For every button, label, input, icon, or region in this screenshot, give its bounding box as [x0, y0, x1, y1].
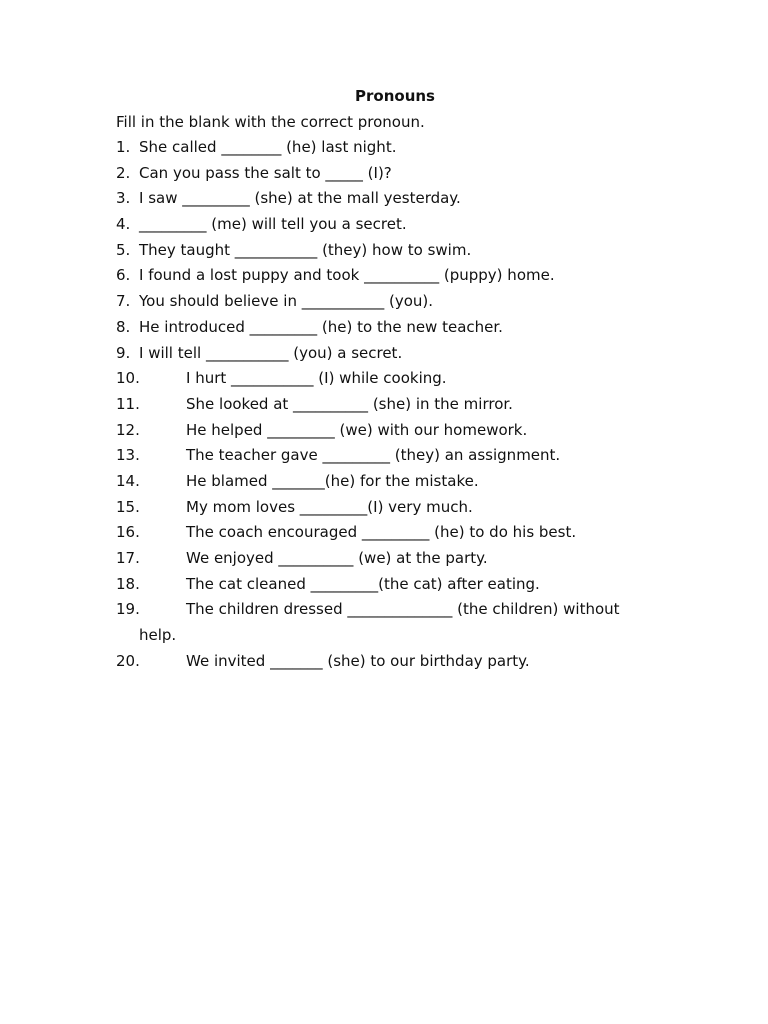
item-text: I found a lost puppy and took __________ (puppy) home.: [139, 266, 555, 285]
item-number: 10.: [116, 369, 140, 388]
item-number: 6.: [116, 266, 131, 285]
item-text: The teacher gave _________ (they) an assignment.: [186, 446, 561, 465]
list-item: [116, 471, 646, 497]
item-number: 16.: [116, 523, 140, 542]
item-text: They taught ___________ (they) how to swim.: [139, 240, 472, 259]
list-item: [116, 343, 646, 369]
list-item: [116, 368, 646, 394]
instructions: Fill in the blank with the correct pronoun.: [116, 113, 425, 131]
list-item: [116, 420, 646, 446]
item-number: 4.: [116, 215, 131, 234]
item-number: 5.: [116, 240, 131, 259]
item-text: I will tell ___________ (you) a secret.: [139, 343, 403, 362]
list-item: [116, 599, 646, 650]
list-item: [116, 137, 646, 163]
list-item: [116, 548, 646, 574]
list-item: [116, 522, 646, 548]
item-text: We invited _______ (she) to our birthday party.: [186, 651, 530, 670]
list-item: [116, 651, 646, 677]
page-title: Pronouns: [355, 87, 435, 105]
item-number: 12.: [116, 420, 140, 439]
item-text: The coach encouraged _________ (he) to do his best.: [186, 523, 577, 542]
item-number: 8.: [116, 317, 131, 336]
item-text: We enjoyed __________ (we) at the party.: [186, 549, 488, 567]
item-text: _________ (me) will tell you a secret.: [139, 215, 407, 234]
item-number: 15.: [116, 497, 140, 516]
list-item: [116, 188, 646, 214]
item-number: 20.: [116, 651, 140, 670]
item-number: 19.: [116, 600, 140, 619]
list-item: [116, 497, 646, 523]
list-item: [116, 214, 646, 240]
item-text: My mom loves _________(I) very much.: [186, 497, 473, 516]
item-text: She called ________ (he) last night.: [139, 138, 397, 156]
item-number: 3.: [116, 189, 131, 208]
list-item: [116, 291, 646, 317]
item-number: 17.: [116, 549, 140, 567]
list-item: [116, 240, 646, 266]
item-number: 9.: [116, 343, 131, 362]
list-item: [116, 163, 646, 189]
item-text: She looked at __________ (she) in the mirror.: [186, 394, 513, 413]
list-item: [116, 574, 646, 600]
item-text: The cat cleaned _________(the cat) after eating.: [186, 574, 540, 593]
item-number: 18.: [116, 574, 140, 593]
item-number: 13.: [116, 446, 140, 465]
list-item: [116, 317, 646, 343]
item-text: Can you pass the salt to _____ (I)?: [139, 163, 392, 182]
item-text: I saw _________ (she) at the mall yesterday.: [139, 189, 461, 208]
item-text: He introduced _________ (he) to the new teacher.: [139, 317, 503, 336]
item-text: He helped _________ (we) with our homework.: [186, 420, 528, 439]
item-text-continuation: help.: [139, 626, 177, 645]
question-list: [116, 137, 646, 676]
item-number: 11.: [116, 394, 140, 413]
item-number: 1.: [116, 138, 131, 156]
list-item: [116, 394, 646, 420]
item-text: I hurt ___________ (I) while cooking.: [186, 369, 447, 388]
item-text: He blamed _______(he) for the mistake.: [186, 471, 479, 490]
list-item: [116, 265, 646, 291]
item-number: 14.: [116, 471, 140, 490]
list-item: [116, 445, 646, 471]
item-text: You should believe in ___________ (you).: [139, 292, 434, 311]
item-number: 2.: [116, 163, 131, 182]
item-number: 7.: [116, 292, 131, 311]
item-text: The children dressed ______________ (the children) without: [186, 600, 620, 619]
